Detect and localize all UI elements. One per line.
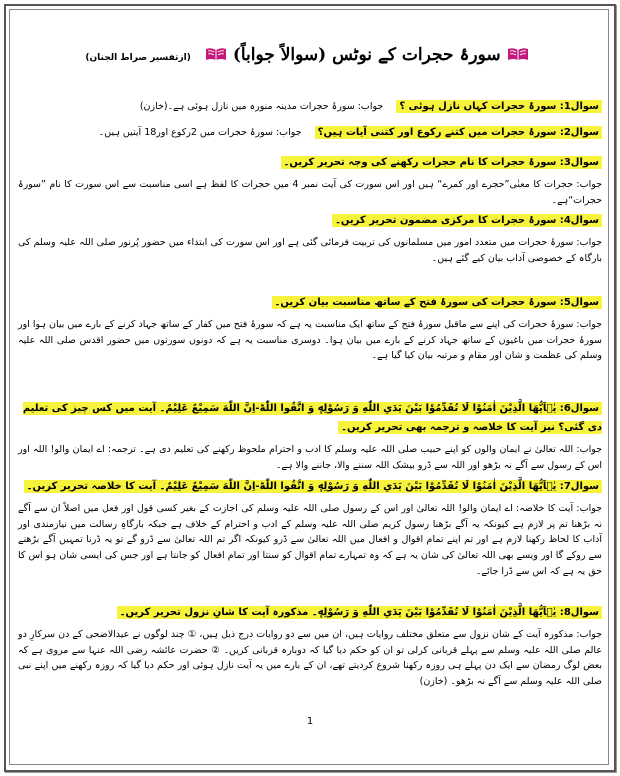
page-number: 1 <box>306 716 314 727</box>
answer-text: جواب: حجرات کا معنٰی”حجرے اور کمرے“ ہیں اور اس سورت کی آیت نمبر 4 میں حجرات کا لفظ ہے اسی مناسبت سے اس سورت کا نام ”سورۂ حجرات“ہے۔ <box>18 179 602 206</box>
qa-item-7 <box>18 474 602 579</box>
document-title <box>18 44 602 66</box>
qa-item-8 <box>18 600 602 690</box>
qa-item-2 <box>18 120 602 139</box>
answer-text: جواب: اللہ تعالیٰ نے ایمان والوں کو اپنے حبیب صلی اللہ علیہ وسلم کا ادب و احترام ملحوظ رکھنے کی تعلیم دی ہے۔ ترجمہ: اے ایمان والو! اللہ اور اس کے رسول سے آگے نہ بڑھو اور اللہ سے ڈرو بیشک اللہ سننے والا، جاننے والا ہے۔ <box>18 444 602 471</box>
question-text: سوال7: یٰۤاَیُّهَا الَّذِیْنَ اٰمَنُوْا لَا تُقَدِّمُوْا بَیْنَ یَدَیِ اللّٰهِ وَ رَسُوْلِهٖ وَ اتَّقُوا اللّٰهَؕ-اِنَّ اللّٰهَ سَمِیْعٌ عَلِیْمٌ۔ آیت کا خلاصہ تحریر کریں۔ <box>24 480 602 493</box>
subtitle: (ازتفسیر صراط الجنان) <box>85 53 191 63</box>
qa-item-3 <box>18 150 602 208</box>
qa-item-5 <box>18 290 602 364</box>
open-book-icon <box>507 46 529 66</box>
answer-text: جواب: سورۂ حجرات کی اپنے سے ماقبل سورۂ فتح کے ساتھ ایک مناسبت یہ ہے کہ سورۂ فتح میں کفار کے ساتھ جہاد کرنے کے بارے میں بیان ہوا اور سورۂ حجرات میں باغیوں کے ساتھ جہاد کرنے کے بارے میں بیان ہوا۔ دوسری مناسبت یہ ہے کہ دونوں سورتوں میں حضور اقدس صلی اللہ علیہ وسلم کی عظمت و شان اور مقام و مرتبہ بیان کیا گیا ہے۔ <box>18 319 602 362</box>
title-text: سورۂ حجرات کے نوٹس (سوالاً جواباً) <box>232 45 501 65</box>
question-text: سوال2: سورۂ حجرات میں کتنے رکوع اور کتنی آیات ہیں؟ <box>315 126 602 139</box>
question-text: سوال6: یٰۤاَیُّهَا الَّذِیْنَ اٰمَنُوْا لَا تُقَدِّمُوْا بَیْنَ یَدَیِ اللّٰهِ وَ رَسُوْلِهٖ وَ اتَّقُوا اللّٰهَؕ-اِنَّ اللّٰهَ سَمِیْعٌ عَلِیْمٌ۔ آیت میں کس چیز کی تعلیم دی گئی؟ نیز آیت کا خلاصہ و ترجمہ بھی تحریر کریں۔ <box>22 403 602 433</box>
answer-text: جواب: آیت کا خلاصہ: اے ایمان والو! اللہ تعالیٰ اور اس کے رسول صلی اللہ علیہ وسلم کی اجازت کے بغیر کسی قول اور فعل میں اصلاً ان سے آگے نہ بڑھنا تم پر لازم ہے کیونکہ یہ آگے بڑھنا رسول کریم صلی اللہ علیہ وسلم کے ادب و احترام کے خلاف ہے جبکہ بارگاہِ رسالت میں نیازمندی اور آداب کا لحاظ رکھنا لازم ہے اور تم اپنے تمام اقوال و افعال میں اللہ تعالیٰ سے ڈرو کیونکہ اگر تم اللہ تعالیٰ سے ڈرو گے تو یہ ڈرنا تمہیں آگے بڑھنے سے روکے گا اور ویسے بھی اللہ تعالیٰ کی شان یہ ہے کہ وہ تمہارے تمام اقوال کو سنتا اور تمام افعال کو جانتا ہے اور جس کی ایسی شان ہو اس کا حق یہ ہے کہ اس سے ڈرا جائے۔ <box>18 503 602 577</box>
answer-text: جواب: مذکورہ آیت کے شان نزول سے متعلق مختلف روایات ہیں، ان میں سے دو روایات درج ذیل ہیں، ① چند لوگوں نے عیدالاضحی کے دن سرکارِ دو عالم صلی اللہ علیہ وسلم سے پہلے قربانی کرلی تو ان کو حکم دیا گیا کہ دوبارہ قربانی کریں۔ ② حضرت عائشہ رضی اللہ عنہا سے مروی ہے کہ بعض لوگ رمضان سے ایک دن پہلے ہی روزہ رکھنا شروع کردیتے تھے، ان کے بارے میں یہ آیت نازل ہوئی اور حکم دیا گیا کہ روزہ رکھنے میں اپنے نبی صلی اللہ علیہ وسلم سے آگے نہ بڑھو۔ (خازن) <box>18 629 603 688</box>
question-text: سوال5: سورۂ حجرات کی سورۂ فتح کے ساتھ مناسبت بیان کریں۔ <box>272 296 602 309</box>
qa-item-1 <box>18 94 602 113</box>
qa-item-4 <box>18 208 602 266</box>
question-text: سوال1: سورۂ حجرات کہاں نازل ہوئی ؟ <box>396 100 602 113</box>
qa-item-6 <box>18 396 602 473</box>
open-book-icon <box>205 46 227 66</box>
answer-text: جواب: سورۂ حجرات میں 2رکوع اور18 آیتیں ہیں۔ <box>98 127 302 138</box>
question-text: سوال4: سورۂ حجرات کا مرکزی مضمون تحریر کریں۔ <box>332 214 602 227</box>
question-text: سوال8: یٰۤاَیُّهَا الَّذِیْنَ اٰمَنُوْا لَا تُقَدِّمُوْا بَیْنَ یَدَیِ اللّٰهِ وَ رَسُوْلِهٖ۔ مذکورہ آیت کا شانِ نزول تحریر کریں۔ <box>117 606 602 619</box>
question-text: سوال3: سورۂ حجرات کا نام حجرات رکھنے کی وجہ تحریر کریں۔ <box>281 156 603 169</box>
answer-text: جواب: سورۂ حجرات مدینہ منورہ میں نازل ہوئی ہے۔(خازن) <box>139 101 384 112</box>
answer-text: جواب: سورۂ حجرات میں متعدد امور میں مسلمانوں کی تربیت فرمائی گئی ہے اور اس سورت کی ابتداء میں حضور پُرنور صلی اللہ علیہ وسلم کی بارگاہ کے خصوصی آداب بیان کیے گئے ہیں۔ <box>18 237 602 264</box>
